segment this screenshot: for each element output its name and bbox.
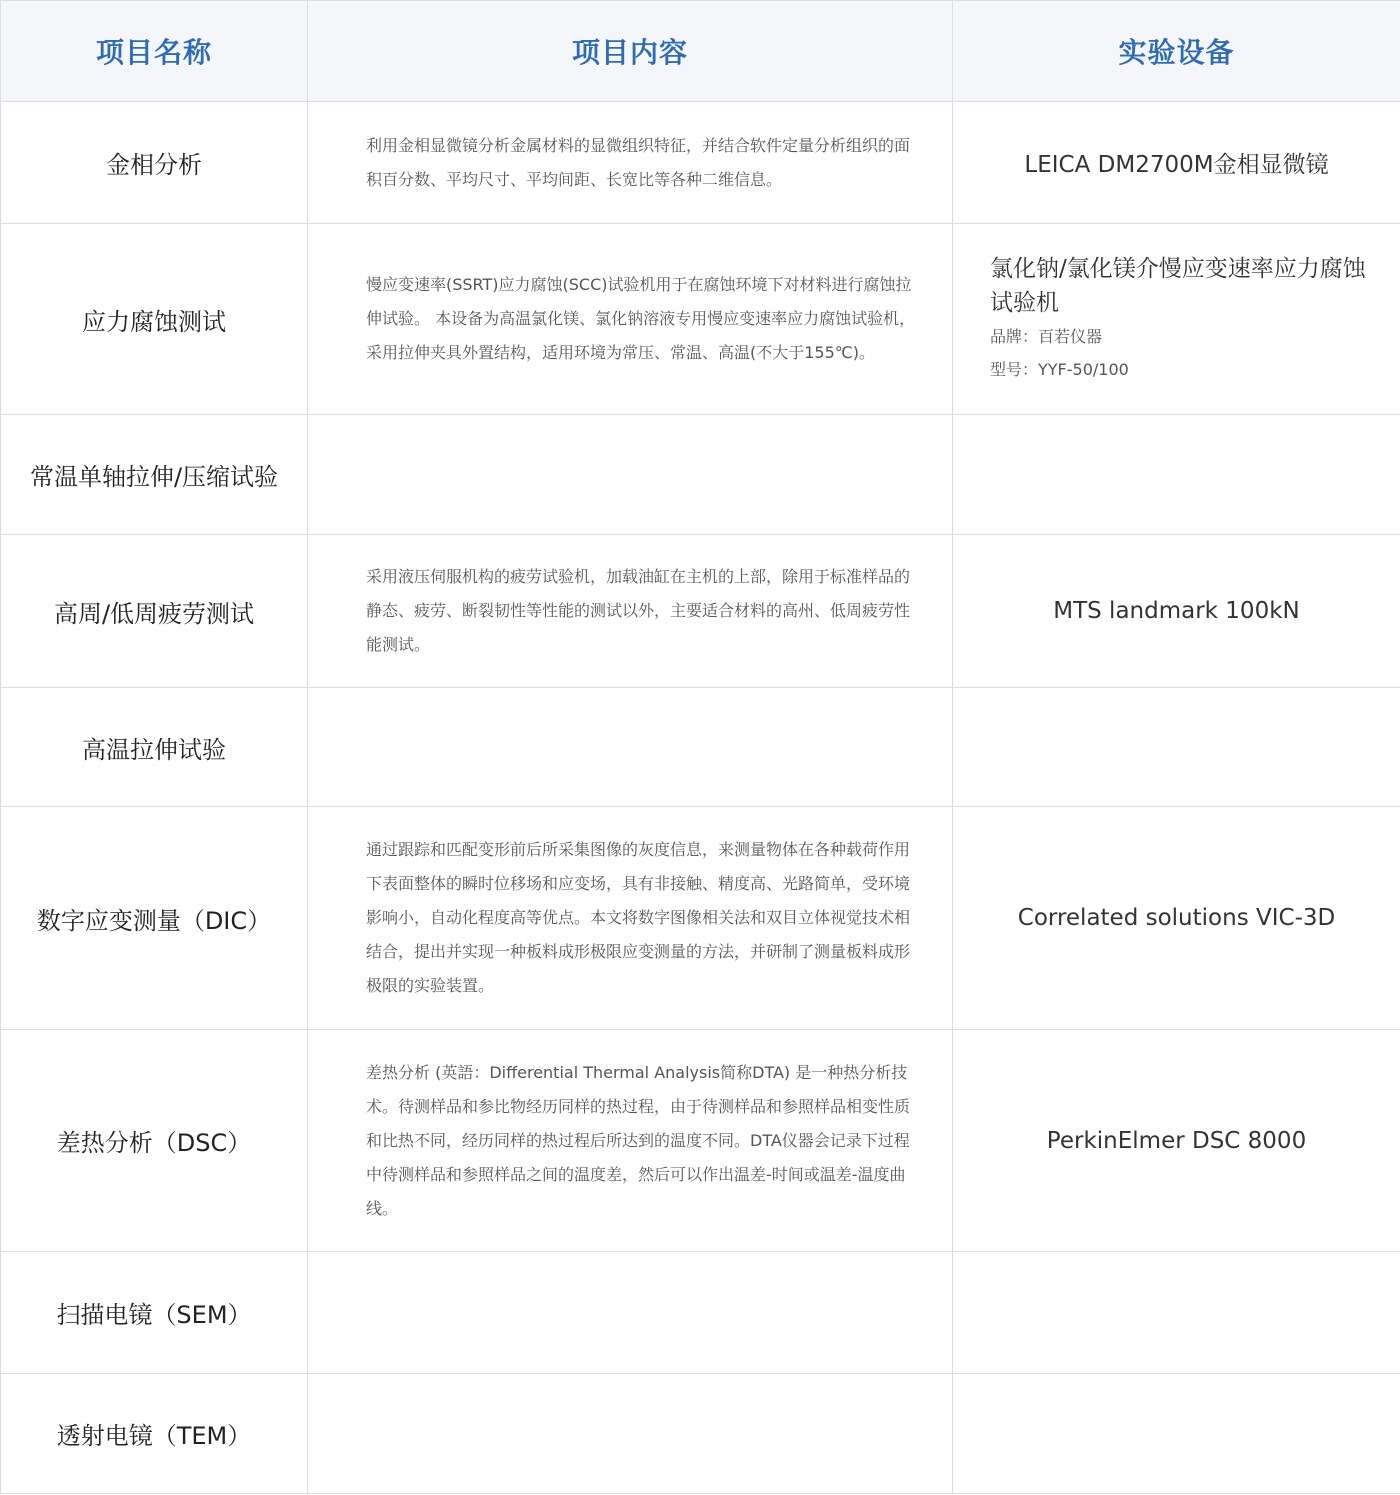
table-row	[1, 1374, 1400, 1494]
table-row	[1, 102, 1400, 224]
table-row	[1, 224, 1400, 415]
table-row	[1, 535, 1400, 688]
table-row	[1, 688, 1400, 807]
header-equipment: 实验设备	[953, 1, 1400, 102]
header-project-name: 项目名称	[1, 1, 308, 102]
row-name: 高周/低周疲劳测试	[1, 535, 308, 688]
row-equipment: Correlated solutions VIC-3D	[953, 807, 1400, 1030]
row-name: 透射电镜（TEM）	[1, 1374, 308, 1494]
row-content: 利用金相显微镜分析金属材料的显微组织特征，并结合软件定量分析组织的面积百分数、平均尺寸、平均间距、长宽比等各种二维信息。	[308, 102, 953, 224]
row-name: 差热分析（DSC）	[1, 1030, 308, 1252]
row-name: 扫描电镜（SEM）	[1, 1252, 308, 1374]
row-content	[308, 1252, 953, 1374]
table-row	[1, 415, 1400, 535]
row-equipment: LEICA DM2700M金相显微镜	[953, 102, 1400, 224]
row-equipment: MTS landmark 100kN	[953, 535, 1400, 688]
row-name: 金相分析	[1, 102, 308, 224]
row-equipment: 氯化钠/氯化镁介慢应变速率应力腐蚀试验机	[990, 256, 1366, 316]
table-header-row	[1, 1, 1400, 102]
row-equipment: PerkinElmer DSC 8000	[953, 1030, 1400, 1252]
equipment-brand: 品牌：百若仪器	[990, 327, 1103, 346]
row-name: 数字应变测量（DIC）	[1, 807, 308, 1030]
row-equipment	[953, 1374, 1400, 1494]
row-content: 通过跟踪和匹配变形前后所采集图像的灰度信息，来测量物体在各种载荷作用下表面整体的瞬时位移场和应变场，具有非接触、精度高、光路简单，受环境影响小，自动化程度高等优点。本文将数字图像相关法和双目立体视觉技术相结合，提出并实现一种板料成形极限应变测量的方法，并研制了测量板料成形极限的实验装置。	[308, 807, 953, 1030]
row-content	[308, 1374, 953, 1494]
table-row	[1, 1030, 1400, 1252]
row-equipment	[953, 1252, 1400, 1374]
row-name: 高温拉伸试验	[1, 688, 308, 807]
header-project-content: 项目内容	[308, 1, 953, 102]
row-name: 常温单轴拉伸/压缩试验	[1, 415, 308, 535]
row-content: 采用液压伺服机构的疲劳试验机，加载油缸在主机的上部，除用于标准样品的静态、疲劳、断裂韧性等性能的测试以外，主要适合材料的高州、低周疲劳性能测试。	[308, 535, 953, 688]
equipment-model: 型号：YYF-50/100	[990, 360, 1129, 379]
row-equipment-cell	[953, 224, 1400, 415]
table-row	[1, 1252, 1400, 1374]
row-content	[308, 688, 953, 807]
row-content	[308, 415, 953, 535]
row-name: 应力腐蚀测试	[1, 224, 308, 415]
row-equipment	[953, 415, 1400, 535]
table-row	[1, 807, 1400, 1030]
row-content: 慢应变速率(SSRT)应力腐蚀(SCC)试验机用于在腐蚀环境下对材料进行腐蚀拉伸试验。 本设备为高温氯化镁、氯化钠溶液专用慢应变速率应力腐蚀试验机，采用拉伸夹具外置结构，适用环境为常压、常温、高温(不大于155℃)。	[308, 224, 953, 415]
row-content: 差热分析 (英語：Differential Thermal Analysis简称DTA) 是一种热分析技术。待测样品和参比物经历同样的热过程，由于待测样品和参照样品相变性质和比热不同，经历同样的热过程后所达到的温度不同。DTA仪器会记录下过程中待测样品和参照样品之间的温度差，然后可以作出温差-时间或温差-温度曲线。	[308, 1030, 953, 1252]
row-equipment	[953, 688, 1400, 807]
